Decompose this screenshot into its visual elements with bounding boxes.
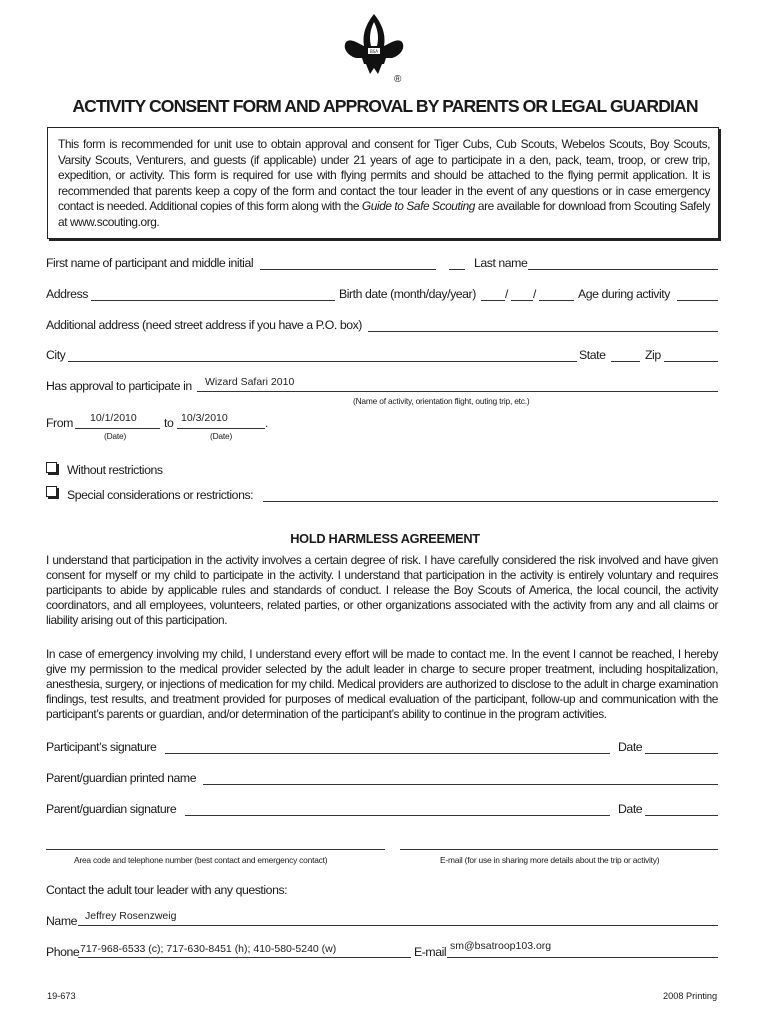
phone-field[interactable] xyxy=(46,849,385,850)
participant-signature-label: Participant’s signature xyxy=(46,740,157,754)
special-considerations-checkbox[interactable] xyxy=(46,486,57,497)
hold-harmless-paragraph-2: In case of emergency involving my child, I understand every effort will be made to contact me. In the event I cannot be reached, I hereby give my permission to the medical provider selected by the adult leader in charge to secure proper treatment, including hospitalization, anesthesia, surgery, or injections of medication for my child. Medical providers are authorized to disclose to the adult in charge examination findings, test results, and treatment provided for purposes of medical evaluation of the participant, follow-up and communication with the participant’s parents or guardian, and/or determination of the participant’s ability to continue in the program activities. xyxy=(46,647,718,722)
leader-email-field[interactable] xyxy=(447,957,718,958)
form-number: 19-673 xyxy=(47,991,76,1001)
middle-initial-field[interactable] xyxy=(449,269,465,270)
email-field[interactable] xyxy=(400,849,718,850)
additional-address-label: Additional address (need street address if you have a P.O. box) xyxy=(46,318,362,332)
phone-hint: Area code and telephone number (best contact and emergency contact) xyxy=(74,855,328,865)
address-label: Address xyxy=(46,287,88,301)
parent-date-field[interactable] xyxy=(645,815,718,816)
date-label-1: Date xyxy=(618,740,643,754)
age-field[interactable] xyxy=(677,300,718,301)
first-name-field[interactable] xyxy=(260,269,436,270)
leader-phone-label: Phone xyxy=(46,945,80,959)
from-label: From xyxy=(46,416,73,430)
svg-text:BSA: BSA xyxy=(369,49,379,54)
participant-signature-field[interactable] xyxy=(165,753,610,754)
zip-field[interactable] xyxy=(664,361,718,362)
leader-phone-value: 717-968-6533 (c); 717-630-8451 (h); 410-580-5240 (w) xyxy=(80,943,337,955)
hold-harmless-heading: HOLD HARMLESS AGREEMENT xyxy=(290,531,480,546)
hold-harmless-paragraph-1: I understand that participation in the activity involves a certain degree of risk. I have carefully considered the risk involved and have given consent for myself or my child to participate in the activity. I understand that participation in the activity is entirely voluntary and requires participants to abide by applicable rules and standards of conduct. I release the Boy Scouts of America, the local council, the activity coordinators, and all employees, volunteers, related parties, or other organizations associated with the activity from any and all claims or liability arising out of this participation. xyxy=(46,553,718,628)
intro-text: This form is recommended for unit use to obtain approval and consent for Tiger Cubs, Cub Scouts, Webelos Scouts, Boy Scouts, Varsity Scouts, Venturers, and guests (if applicable) under 21 years of age to participate in a den, pack, team, troop, or crew trip, expedition, or activity. This form is required for use with flying permits and should be attached to the flying permit application. It is recommended that parents keep a copy of the form and contact the tour leader in the event of any questions or in case emergency contact is needed. Additional copies of this form along with the Guide to Safe Scouting are available for download from Scouting Safely at www.scouting.org. xyxy=(58,137,710,229)
parent-signature-field[interactable] xyxy=(185,815,610,816)
registered-mark: ® xyxy=(394,74,402,85)
additional-address-field[interactable] xyxy=(368,331,718,332)
approval-hint: (Name of activity, orientation flight, outing trip, etc.) xyxy=(353,396,530,406)
approval-label: Has approval to participate in xyxy=(46,379,192,393)
page-title: ACTIVITY CONSENT FORM AND APPROVAL BY PARENTS OR LEGAL GUARDIAN xyxy=(72,96,698,116)
address-field[interactable] xyxy=(91,300,335,301)
leader-email-value: sm@bsatroop103.org xyxy=(450,940,552,952)
birth-year-field[interactable] xyxy=(539,300,574,301)
city-field[interactable] xyxy=(68,361,577,362)
intro-box xyxy=(47,127,719,239)
date-slash: / xyxy=(505,287,509,301)
printing-note: 2008 Printing xyxy=(663,991,718,1001)
period: . xyxy=(265,416,269,430)
to-date-field[interactable] xyxy=(177,428,265,429)
participant-date-field[interactable] xyxy=(645,753,718,754)
parent-signature-label: Parent/guardian signature xyxy=(46,802,177,816)
without-restrictions-label: Without restrictions xyxy=(67,463,163,477)
city-label: City xyxy=(46,348,66,362)
parent-printed-name-label: Parent/guardian printed name xyxy=(46,771,197,785)
first-name-label: First name of participant and middle initial xyxy=(46,256,254,270)
birth-day-field[interactable] xyxy=(511,300,533,301)
approval-field[interactable] xyxy=(197,391,718,392)
special-considerations-field[interactable] xyxy=(263,501,718,502)
leader-phone-field[interactable] xyxy=(78,957,411,958)
guide-title: Guide to Safe Scouting xyxy=(361,199,475,213)
from-value: 10/1/2010 xyxy=(90,412,137,424)
special-considerations-label: Special considerations or restrictions: xyxy=(67,488,254,502)
email-hint: E-mail (for use in sharing more details about the trip or activity) xyxy=(440,855,660,865)
leader-name-value: Jeffrey Rosenzweig xyxy=(85,910,177,922)
date-slash: / xyxy=(533,287,537,301)
to-date-hint: (Date) xyxy=(210,431,233,441)
leader-heading: Contact the adult tour leader with any questions: xyxy=(46,883,288,897)
last-name-label: Last name xyxy=(474,256,528,270)
leader-email-label: E-mail xyxy=(414,945,447,959)
from-date-hint: (Date) xyxy=(104,431,127,441)
age-label: Age during activity xyxy=(578,287,670,301)
leader-name-label: Name xyxy=(46,914,78,928)
without-restrictions-checkbox[interactable] xyxy=(46,462,57,473)
parent-printed-name-field[interactable] xyxy=(203,784,718,785)
state-label: State xyxy=(579,348,606,362)
birth-month-field[interactable] xyxy=(481,300,505,301)
to-value: 10/3/2010 xyxy=(181,412,228,424)
last-name-field[interactable] xyxy=(528,269,718,270)
approval-value: Wizard Safari 2010 xyxy=(205,376,295,388)
state-field[interactable] xyxy=(611,361,640,362)
zip-label: Zip xyxy=(645,348,661,362)
date-label-2: Date xyxy=(618,802,643,816)
from-date-field[interactable] xyxy=(75,428,160,429)
birth-date-label: Birth date (month/day/year) xyxy=(339,287,476,301)
to-label: to xyxy=(164,416,174,430)
leader-name-field[interactable] xyxy=(78,925,718,926)
